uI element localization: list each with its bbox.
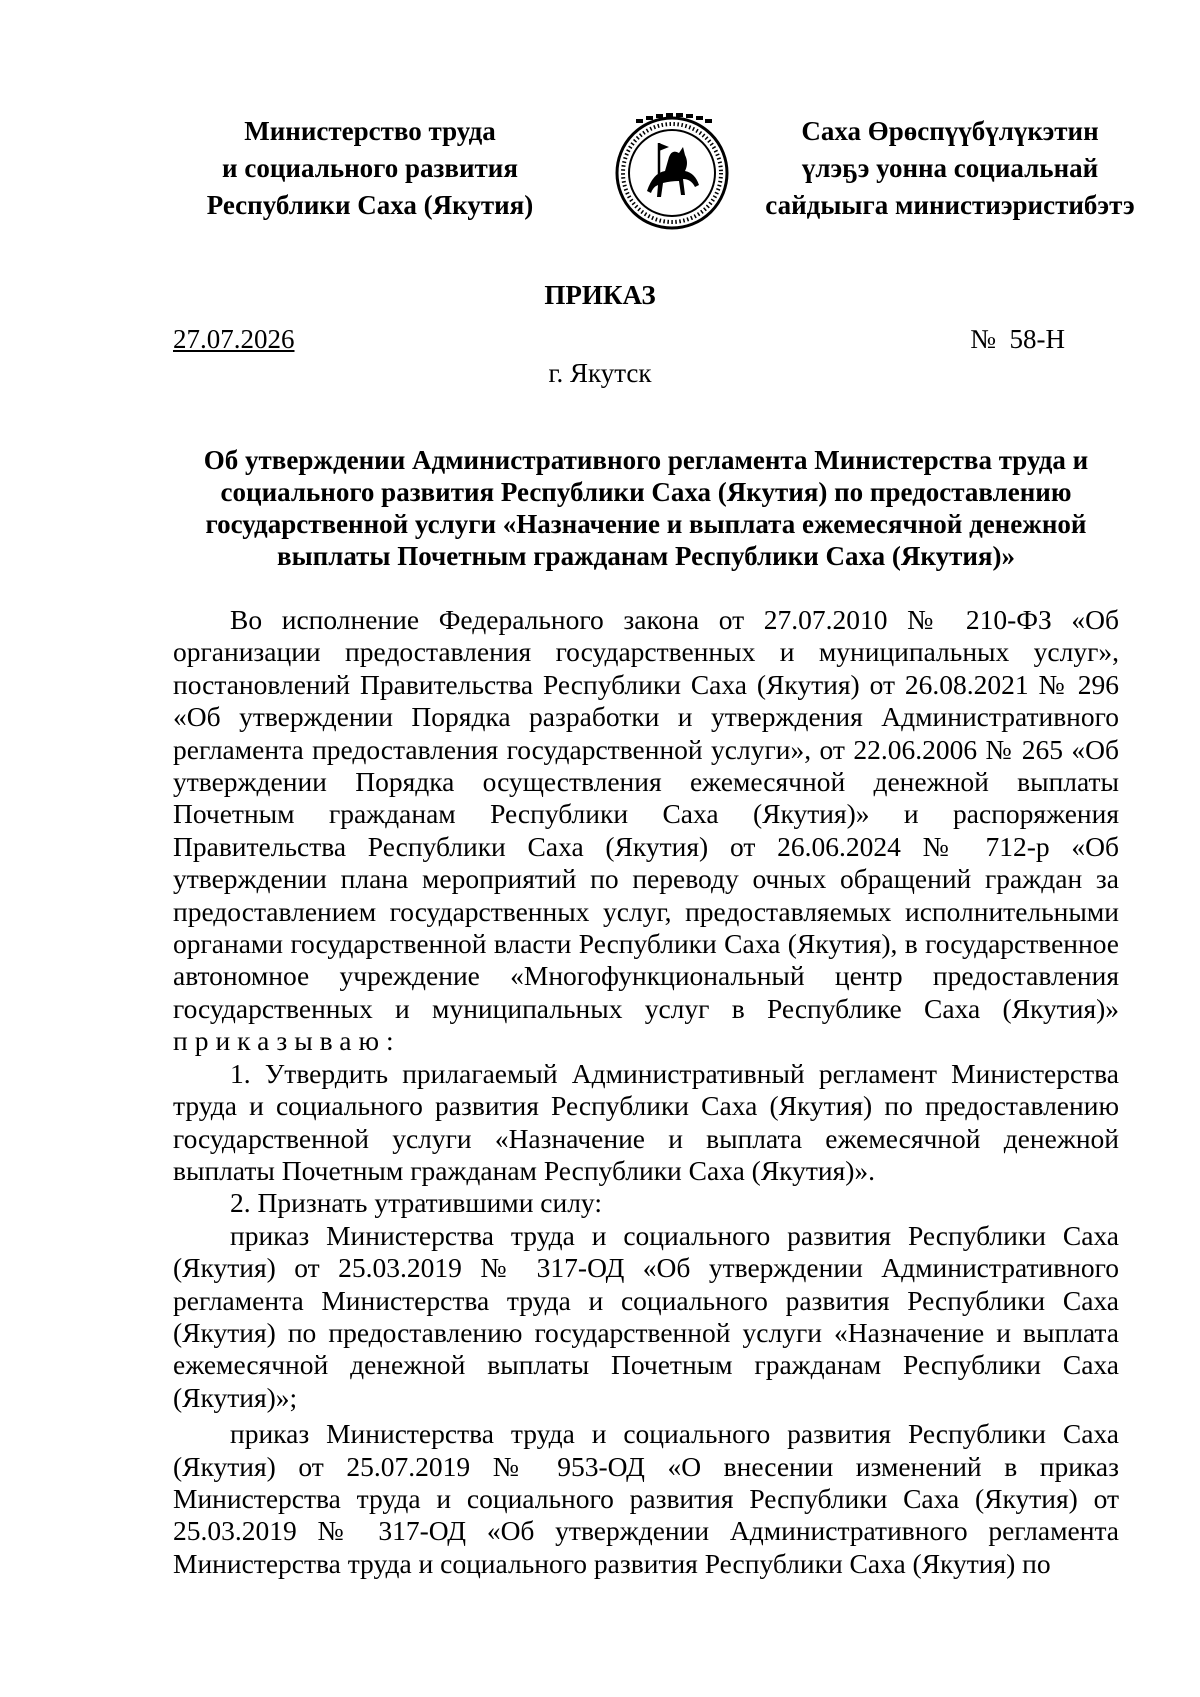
document-type: ПРИКАЗ — [544, 280, 656, 310]
document-body — [173, 604, 1119, 1580]
document-date: 27.07.2026 — [173, 324, 295, 354]
document-title: Об утверждении Административного регламента Министерства труда и социального развития Республики Саха (Якутия) по предоставлению государственной услуги «Назначение и выплата ежемесячной денежной выплаты Почетным гражданам Республики Саха (Якутия)» — [203, 445, 1089, 571]
preamble-text: Во исполнение Федерального закона от 27.07.2010 № 210-ФЗ «Об организации предоставления государственных и муниципальных услуг», постановлений Правительства Республики Саха (Якутия) от 26.08.2021 № 296 «Об утверждении Порядка разработки и утверждения Административного регламента предоставления государственной услуги», от 22.06.2006 № 265 «Об утверждении Порядка осуществления ежемесячной денежной выплаты Почетным гражданам Республики Саха (Якутия)» и распоряжения Правительства Республики Саха (Якутия) от 26.06.2024 № 712-р «Об утверждении плана мероприятий по переводу очных обращений граждан за предоставлением государственных услуг, предоставляемых исполнительными органами государственной власти Республики Саха (Якутия), в государственное автономное учреждение «Многофункциональный центр предоставления государственных и муниципальных услуг в Республике Саха (Якутия)» — [173, 604, 1119, 1024]
item-2b-paragraph: приказ Министерства труда и социального развития Республики Саха (Якутия) от 25.07.2019 № 953-ОД «О внесении изменений в приказ Министерства труда и социального развития Республики Саха (Якутия) от 25.03.2019 № 317-ОД «Об утверждении Административного регламента Министерства труда и социального развития Республики Саха (Якутия) по — [173, 1418, 1119, 1579]
ministry-name-yakut — [760, 113, 1140, 224]
ministry-name-line: үлэҕэ уонна социальнай — [801, 153, 1099, 183]
item-2-paragraph: 2. Признать утратившими силу: — [230, 1187, 602, 1219]
ministry-name-line: Министерство труда — [244, 116, 496, 146]
item-2a-paragraph: приказ Министерства труда и социального развития Республики Саха (Якутия) от 25.03.2019 № 317-ОД «Об утверждении Административного регламента Министерства труда и социального развития Республики Саха (Якутия) по предоставлению государственной услуги «Назначение и выплата ежемесячной денежной выплаты Почетным гражданам Республики Саха (Якутия)»; — [173, 1219, 1119, 1413]
item-1-paragraph: 1. Утвердить прилагаемый Административный регламент Министерства труда и социального развития Республики Саха (Якутия) по предоставлению государственной услуги «Назначение и выплата ежемесячной денежной выплаты Почетным гражданам Республики Саха (Якутия)». — [173, 1057, 1119, 1186]
ministry-name-line: сайдыыга министиэристибэтэ — [765, 190, 1135, 220]
ministry-name-russian — [190, 113, 550, 224]
sakha-republic-coat-of-arms-icon — [595, 113, 749, 231]
ministry-name-line: Республики Саха (Якутия) — [206, 190, 534, 220]
order-word: приказываю: — [173, 1025, 401, 1057]
ministry-name-line: и социального развития — [222, 153, 518, 183]
preamble-paragraph — [173, 604, 1119, 1058]
document-number: № 58-Н — [970, 324, 1065, 354]
document-city: г. Якутск — [548, 358, 652, 388]
ministry-name-line: Саха Өрөспүүбүлүкэтин — [801, 116, 1099, 146]
